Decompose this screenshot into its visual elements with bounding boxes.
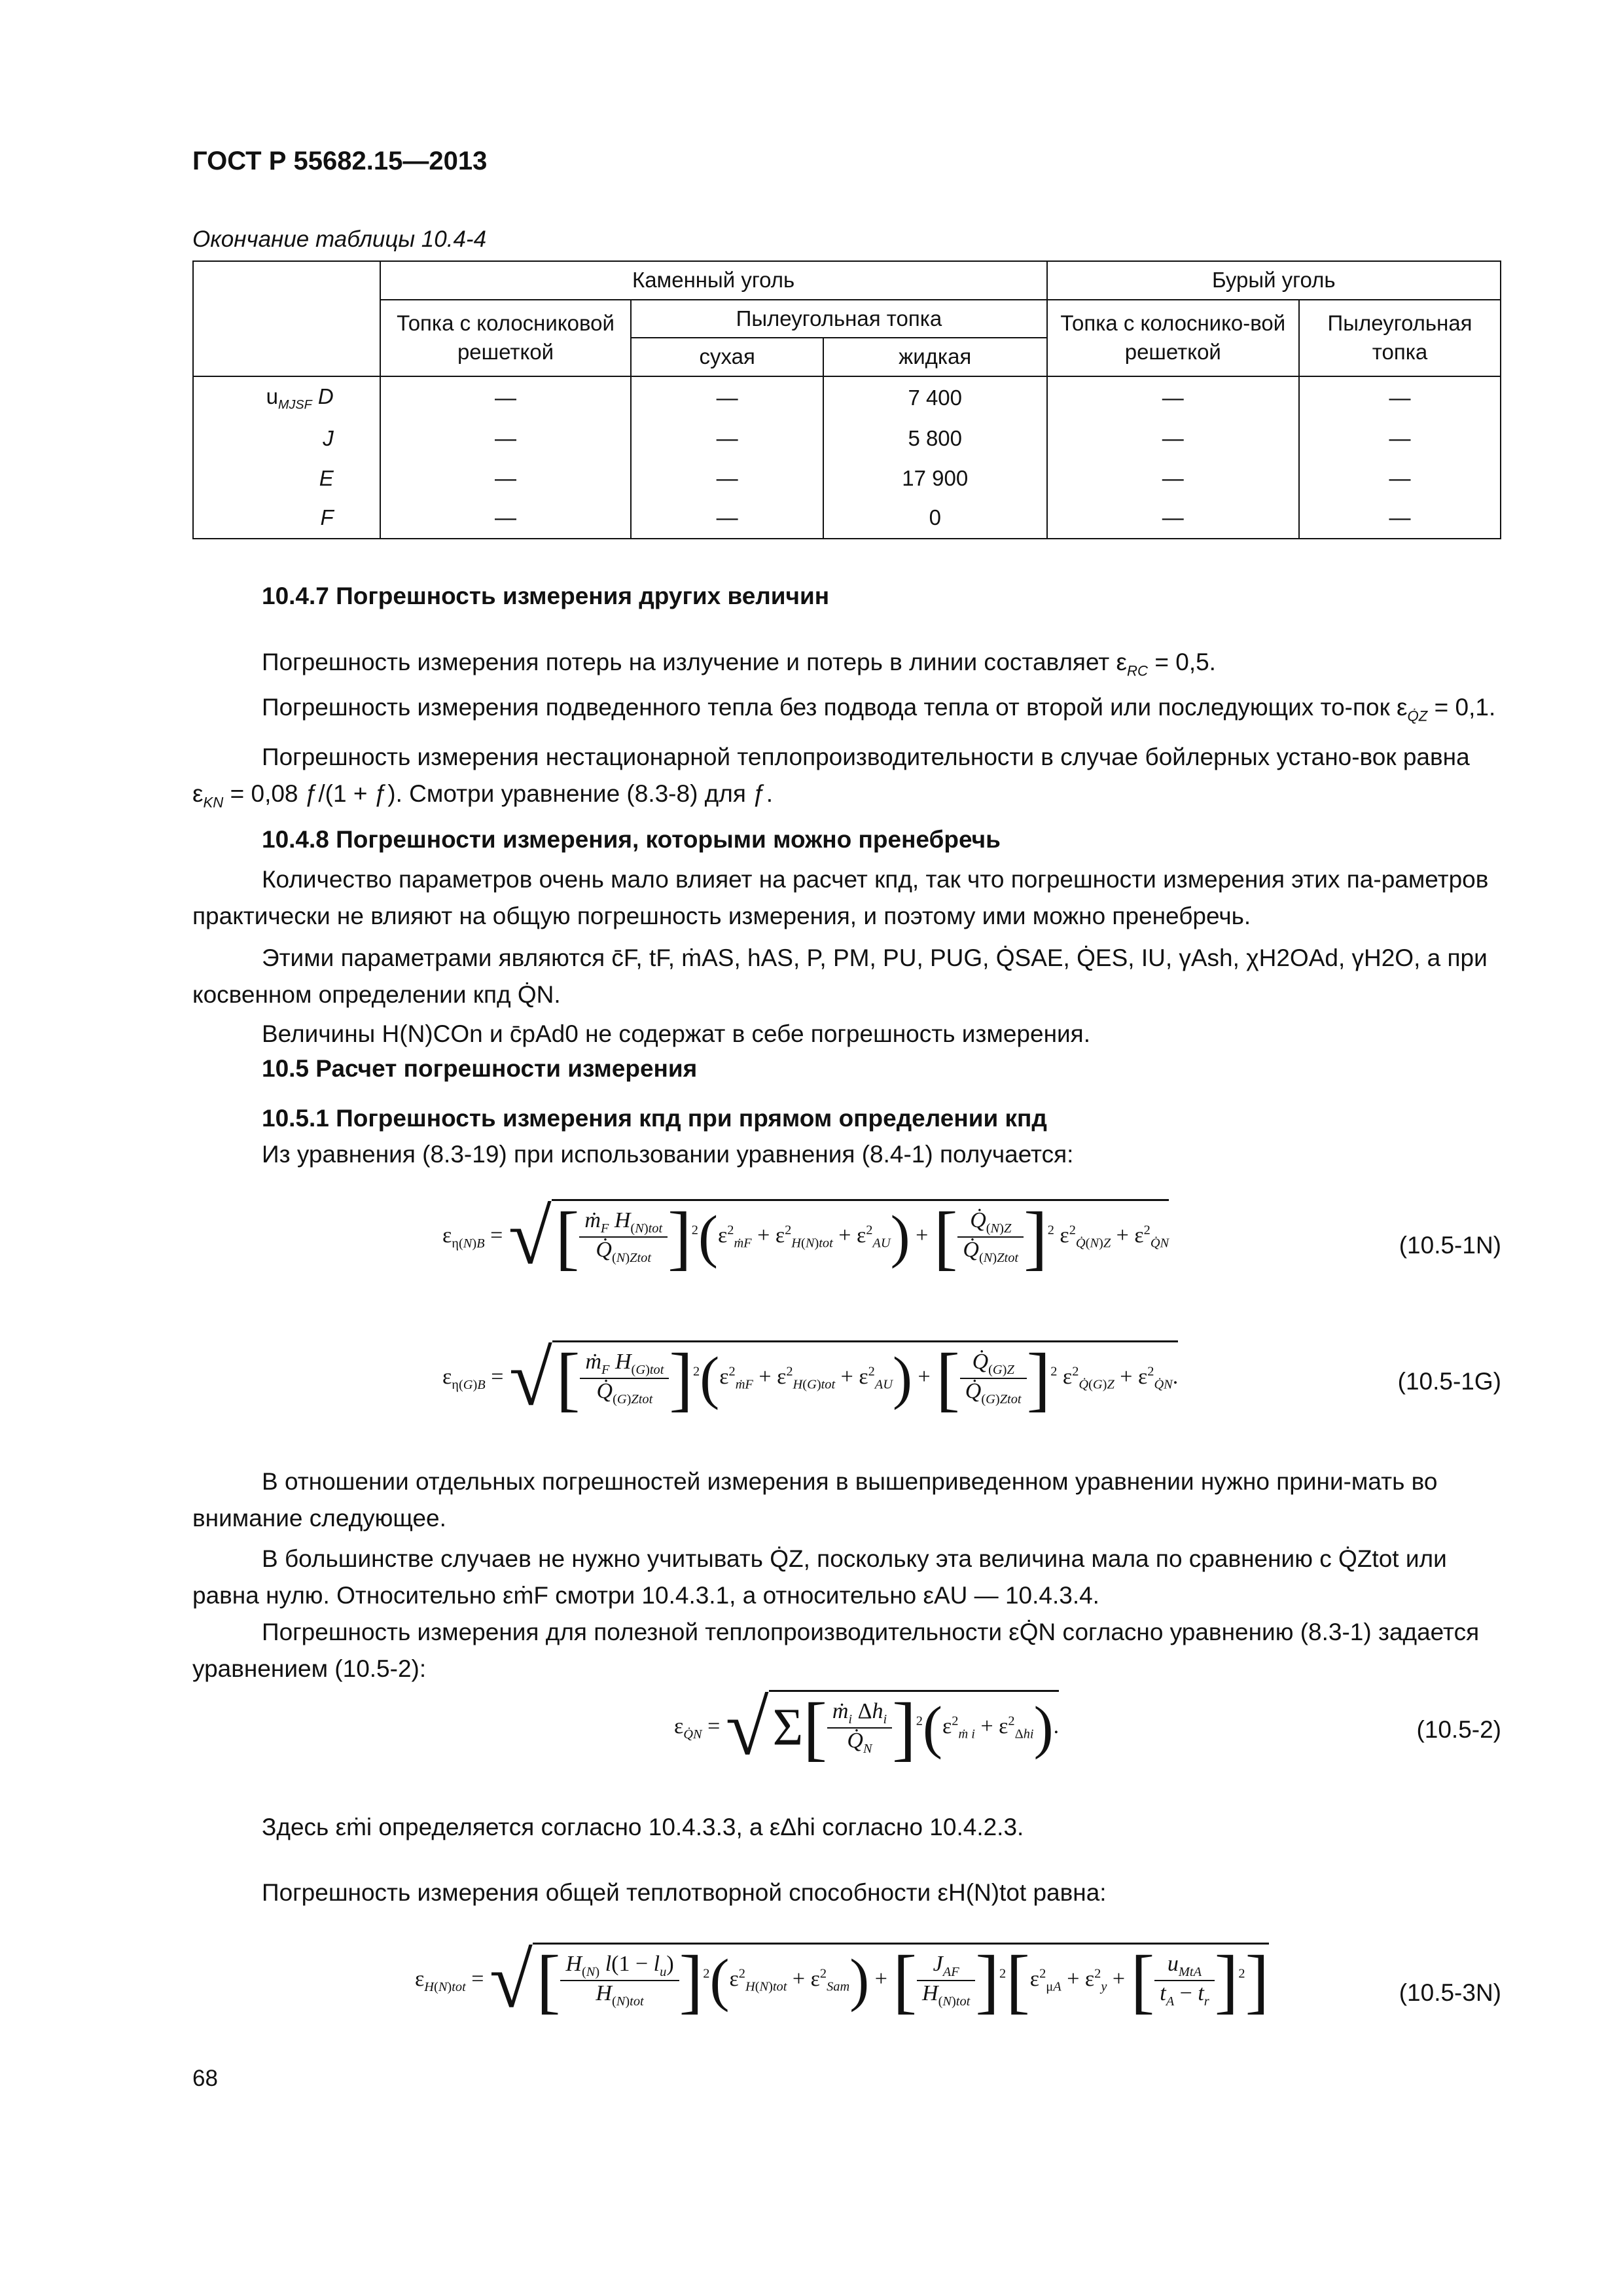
section-heading-10-4-8: 10.4.8 Погрешности измерения, которыми можно пренебречь bbox=[262, 826, 1001, 853]
table-cell: — bbox=[1299, 376, 1501, 419]
table-cell: — bbox=[1047, 376, 1300, 419]
equation-10-5-2: $\varepsilon_{Q̇N} = √\Sigma$[ $\frac{ṁ_i \Delta h_i}{Q̇_N}$ ]$^2(\varepsilon^2_{ṁ i} + \varepsilon^2_{\Delta hi})$. bbox=[674, 1684, 1060, 1771]
table-cell: 7 400 bbox=[823, 376, 1047, 419]
table-caption: Окончание таблицы 10.4-4 bbox=[192, 226, 487, 252]
table-row bbox=[193, 498, 1501, 539]
header-dry: сухая bbox=[631, 338, 823, 376]
header-brown-coal: Бурый уголь bbox=[1047, 261, 1501, 300]
section-heading-10-5: 10.5 Расчет погрешности измерения bbox=[262, 1055, 698, 1082]
coal-table bbox=[192, 260, 1501, 539]
equation-number: (10.5-3N) bbox=[1399, 1979, 1501, 2006]
paragraph bbox=[192, 689, 1501, 734]
table-cell: 5 800 bbox=[823, 419, 1047, 459]
row-label: E bbox=[193, 459, 380, 499]
section-10-4-8-body bbox=[192, 861, 1501, 1052]
row-label: J bbox=[193, 419, 380, 459]
table-row bbox=[193, 419, 1501, 459]
section-10-5-1-body bbox=[192, 1136, 1501, 1173]
paragraph: Погрешность измерения общей теплотворной способности εH(N)tot равна: bbox=[262, 1879, 1107, 1906]
paragraph: В большинстве случаев не нужно учитывать Q̇Z, поскольку эта величина мала по сравнению с Q̇Ztot или равна нулю. Относительно εṁF смотри 10.4.3.1, а относительно εAU — 10.4.3.4. bbox=[192, 1545, 1447, 1609]
table-cell: 17 900 bbox=[823, 459, 1047, 499]
page-number: 68 bbox=[192, 2066, 218, 2091]
section-10-4-7-body bbox=[192, 644, 1501, 821]
paragraph bbox=[192, 644, 1501, 689]
paragraph-text: Погрешность измерения нестационарной теплопроизводительности в случае бойлерных устано-вок равна ε bbox=[192, 743, 1470, 807]
section-heading-10-5-1: 10.5.1 Погрешность измерения кпд при прямом определении кпд bbox=[262, 1105, 1047, 1132]
paragraph: Погрешность измерения для полезной теплопроизводительности εQ̇N согласно уравнению (8.3-1) задается уравнением (10.5-2): bbox=[192, 1619, 1480, 1682]
paragraph: В отношении отдельных погрешностей измерения в вышеприведенном уравнении нужно прини-мать во внимание следующее. bbox=[192, 1468, 1438, 1532]
notes-body bbox=[192, 1463, 1501, 1687]
equation-number: (10.5-1G) bbox=[1397, 1368, 1501, 1395]
symbol: u bbox=[266, 384, 279, 408]
table-cell: — bbox=[380, 419, 632, 459]
table-row bbox=[193, 459, 1501, 499]
symbol-sub: MJSF bbox=[278, 397, 312, 412]
table-cell: — bbox=[380, 459, 632, 499]
table-cell: — bbox=[631, 376, 823, 419]
table-cell: — bbox=[1299, 459, 1501, 499]
table-cell: — bbox=[631, 419, 823, 459]
paragraph-text: = 0,1. bbox=[1427, 694, 1496, 721]
page-header: ГОСТ Р 55682.15—2013 bbox=[192, 147, 488, 175]
paragraph-text: = 0,08 ƒ/(1 + ƒ). Смотри уравнение (8.3-8) для ƒ. bbox=[223, 780, 774, 807]
equation-10-5-1g: $\varepsilon_{\eta(G)B}$ = √[ $\frac{ṁ_F H_{(G)tot}}{Q̇_{(G)Ztot}}$ ]$^2(\varepsilon^2_{ṁF} + \varepsilon^2_{H(G)tot} + \varepsilon^2_{AU})$ + [ $\frac{Q̇_{(G)Z}}{Q̇_{(G)Ztot}}$ ]$^2$ $\varepsilon^2_{Q̇(G)Z} + \varepsilon^2_{Q̇N}$. bbox=[442, 1335, 1179, 1422]
paragraph: Из уравнения (8.3-19) при использовании уравнения (8.4-1) получается: bbox=[262, 1141, 1074, 1168]
subscript: Q̇Z bbox=[1407, 708, 1428, 725]
paragraph: Здесь εṁi определяется согласно 10.4.3.3, а εΔhi согласно 10.4.2.3. bbox=[262, 1814, 1024, 1840]
paragraph-eps-htot bbox=[192, 1874, 1501, 1911]
paragraph: Этими параметрами являются c̄F, tF, ṁAS, hAS, P, PM, PU, PUG, Q̇SAE, Q̇ES, IU, γAsh, χH2OAd, γH2O, а при косвенном определении кпд Q̇N. bbox=[192, 944, 1488, 1008]
table-row bbox=[193, 376, 1501, 419]
table-cell: 0 bbox=[823, 498, 1047, 539]
table-cell: — bbox=[1047, 459, 1300, 499]
paragraph-text: Погрешность измерения потерь на излучение и потерь в линии составляет ε bbox=[262, 649, 1128, 675]
table-corner-cell bbox=[193, 261, 380, 376]
table-cell: — bbox=[1299, 419, 1501, 459]
row-label bbox=[193, 376, 380, 419]
paragraph-text: = 0,5. bbox=[1148, 649, 1216, 675]
subscript: RC bbox=[1127, 662, 1149, 679]
subscript: KN bbox=[203, 794, 224, 811]
header-pulverized-brown: Пылеугольная топка bbox=[1299, 300, 1501, 376]
table-cell: — bbox=[631, 498, 823, 539]
header-liquid: жидкая bbox=[823, 338, 1047, 376]
paragraph-eps-mi bbox=[192, 1809, 1501, 1846]
table-cell: — bbox=[380, 376, 632, 419]
paragraph: Количество параметров очень мало влияет на расчет кпд, так что погрешности измерения этих па-раметров практически не влияют на общую погрешность измерения, и поэтому ими можно пренебречь. bbox=[192, 866, 1489, 929]
equation-10-5-3n: $\varepsilon_{H(N)tot}$ = √[ $\frac{H_{(N)} l(1 - l_u)}{H_{(N)tot}}$ ]$^2(\varepsilon^2_{H(N)tot} + \varepsilon^2_{Sam})$ + [ $\frac{J_{AF}}{H_{(N)tot}}$ ]$^2[\varepsilon^2_{\mu A} + \varepsilon^2_y$ + [ $\frac{u_{MtA}}{t_A - t_r}$ ]$^2$] bbox=[415, 1937, 1270, 2024]
header-grate-hard: Топка с колосниковой решеткой bbox=[380, 300, 632, 376]
row-label: F bbox=[193, 498, 380, 539]
header-grate-brown: Топка с колоснико-вой решеткой bbox=[1047, 300, 1300, 376]
row-label-text: D bbox=[317, 384, 334, 408]
paragraph: Величины H(N)COn и c̄pAd0 не содержат в себе погрешность измерения. bbox=[262, 1020, 1090, 1047]
table-cell: — bbox=[1299, 498, 1501, 539]
section-heading-10-4-7: 10.4.7 Погрешность измерения других величин bbox=[262, 583, 830, 609]
paragraph-text: Погрешность измерения подведенного тепла без подвода тепла от второй или последующих то-пок ε bbox=[262, 694, 1408, 721]
table-cell: — bbox=[631, 459, 823, 499]
header-pulverized: Пылеугольная топка bbox=[631, 300, 1046, 338]
equation-number: (10.5-1N) bbox=[1399, 1232, 1501, 1259]
header-hard-coal: Каменный уголь bbox=[380, 261, 1047, 300]
table-cell: — bbox=[1047, 498, 1300, 539]
equation-number: (10.5-2) bbox=[1416, 1716, 1501, 1743]
table-cell: — bbox=[1047, 419, 1300, 459]
equation-10-5-1n: $\varepsilon_{\eta(N)B}$ = √[ $\frac{ṁ_F H_{(N)tot}}{Q̇_{(N)Ztot}}$ ]$^2(\varepsilon^2_{ṁF} + \varepsilon^2_{H(N)tot} + \varepsilon^2_{AU})$ + [ $\frac{Q̇_{(N)Z}}{Q̇_{(N)Ztot}}$ ]$^2$ $\varepsilon^2_{Q̇(N)Z} + \varepsilon^2_{Q̇N}$ bbox=[442, 1193, 1169, 1280]
table-cell: — bbox=[380, 498, 632, 539]
paragraph bbox=[192, 739, 1501, 821]
